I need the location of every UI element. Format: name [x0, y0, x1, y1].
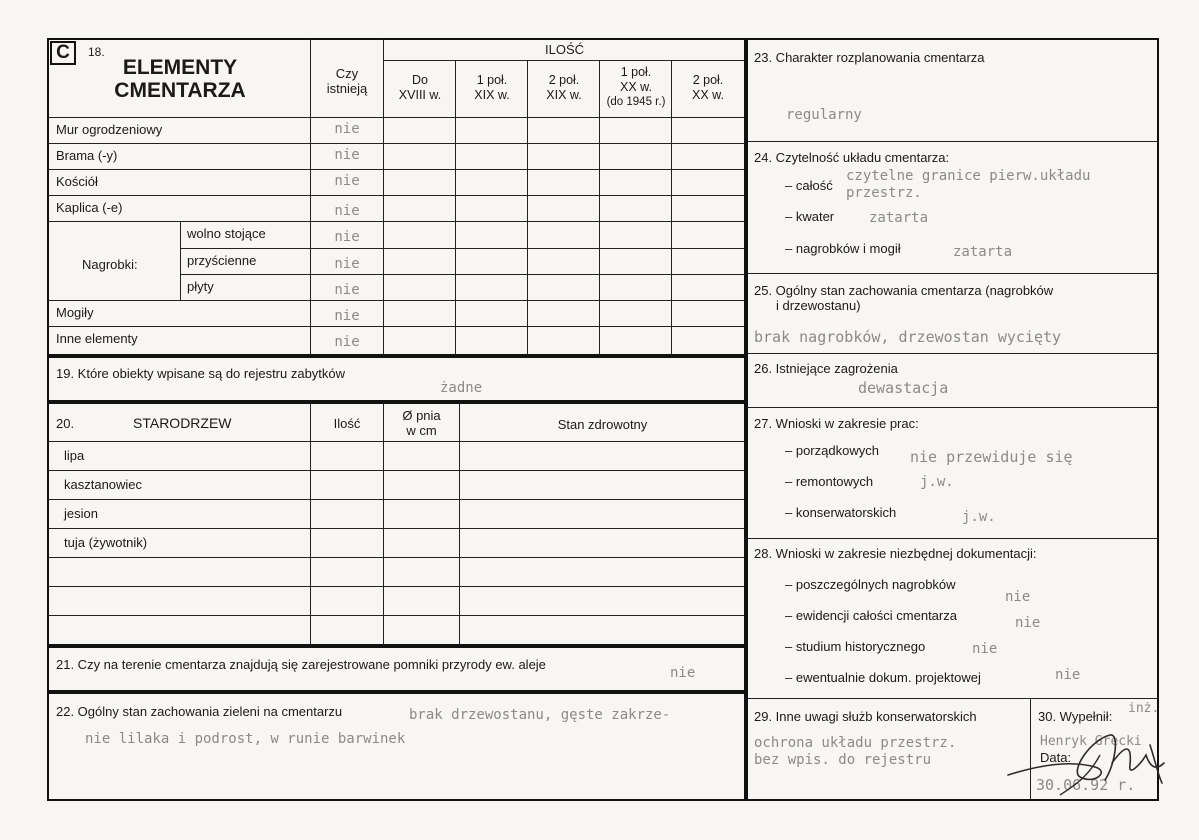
q25-answer: brak nagrobków, drzewostan wycięty: [754, 328, 1062, 346]
element-row-value: nie: [334, 147, 360, 163]
element-row-label: przyścienne: [187, 253, 257, 268]
element-row-label: Mogiły: [56, 305, 94, 320]
period-col-line1: Do: [412, 73, 428, 87]
period-col-line2: XIX w.: [474, 88, 510, 102]
element-row-label: Inne elementy: [56, 331, 138, 346]
q29-answer-line2: bez wpis. do rejestru: [754, 752, 932, 768]
tree-row-label: lipa: [64, 448, 85, 463]
element-row-label: Mur ogrodzeniowy: [56, 122, 163, 137]
element-row-value: nie: [334, 334, 360, 350]
period-col-line2: XIX w.: [546, 88, 582, 102]
q28-item-answer: nie: [1005, 589, 1031, 605]
q29-label: 29. Inne uwagi służb konserwatorskich: [754, 709, 977, 724]
section-letter-badge: C: [50, 41, 76, 65]
q30-name-prefix: inż.: [1128, 701, 1160, 716]
signature: [1000, 705, 1190, 800]
period-col-line1: 1 poł.: [620, 65, 652, 79]
q24-whole-answer-line2: przestrz.: [846, 185, 922, 201]
trees-title: STARODRZEW: [133, 415, 232, 431]
q22-answer-line1: brak drzewostanu, gęste zakrze-: [409, 707, 671, 723]
q27-conserv-label: – konserwatorskich: [785, 505, 897, 520]
period-col-line1: 2 poł.: [548, 73, 580, 87]
period-col-line2: XVIII w.: [398, 88, 442, 102]
q19-answer: żadne: [440, 380, 483, 396]
q19-label: 19. Które obiekty wpisane są do rejestru zabytków: [56, 366, 346, 381]
trees-table: [47, 402, 746, 646]
period-col-header: [384, 73, 456, 103]
q23-answer: regularny: [786, 107, 862, 123]
tree-row-label: jesion: [64, 506, 98, 521]
elements-title: [95, 56, 265, 102]
trees-col-qty: Ilość: [333, 416, 361, 431]
q26-answer: dewastacja: [858, 379, 949, 397]
q30-name: Henryk Grecki: [1040, 734, 1142, 749]
period-col-header: [600, 65, 672, 110]
element-row-value: nie: [334, 173, 360, 189]
q29-answer-line1: ochrona układu przestrz.: [754, 735, 957, 751]
trees-number: 20.: [56, 416, 75, 431]
col-exists-line2: istnieją: [326, 81, 368, 96]
q28-item-label: – ewentualnie dokum. projektowej: [785, 670, 981, 685]
period-col-header: [672, 73, 744, 103]
q24-whole-answer-line1: czytelne granice pierw.układu: [846, 168, 1091, 184]
element-row-label: Brama (-y): [56, 148, 118, 163]
q25-label-line1: 25. Ogólny stan zachowania cmentarza (nagrobków: [754, 283, 1054, 298]
trees-col-diameter: [384, 408, 459, 438]
q23-label: 23. Charakter rozplanowania cmentarza: [754, 50, 985, 65]
col-exists-line1: Czy: [335, 66, 359, 81]
element-row-value: nie: [334, 203, 360, 219]
trees-col-health: Stan zdrowotny: [557, 417, 648, 432]
col-exists-header: [311, 66, 383, 96]
q30-date: 30.06.92 r.: [1036, 776, 1136, 794]
q28-item-answer: nie: [1015, 615, 1041, 631]
q25-label-line2: i drzewostanu): [776, 298, 861, 313]
q27-order-label: – porządkowych: [785, 443, 879, 458]
q30-label: 30. Wypełnił:: [1038, 709, 1113, 724]
element-row-value: nie: [334, 229, 360, 245]
period-col-line2: XX w.: [620, 80, 652, 94]
element-row-value: nie: [334, 282, 360, 298]
elements-title-line2: CMENTARZA: [114, 79, 246, 102]
q27-repair-answer: j.w.: [920, 474, 954, 490]
period-col-line3: (do 1945 r.): [606, 96, 666, 108]
q24-graves-answer: zatarta: [953, 244, 1013, 260]
col-quantity-header: ILOŚĆ: [544, 42, 584, 57]
q28-item-label: – poszczególnych nagrobków: [785, 577, 956, 592]
tree-row-label: kasztanowiec: [64, 477, 143, 492]
period-col-header: [528, 73, 600, 103]
q24-graves-label: – nagrobków i mogił: [785, 241, 901, 256]
element-row-label: wolno stojące: [187, 226, 266, 241]
element-row-value: nie: [334, 121, 360, 137]
trees-col-diameter-line1: Ø pnia: [402, 408, 441, 423]
q27-repair-label: – remontowych: [785, 474, 874, 489]
q24-quarters-answer: zatarta: [869, 210, 929, 226]
period-col-line2: XX w.: [692, 88, 724, 102]
q27-order-answer: nie przewiduje się: [910, 448, 1073, 466]
q22-answer-line2: nie lilaka i podrost, w runie barwinek: [85, 731, 406, 747]
q28-label: 28. Wnioski w zakresie niezbędnej dokumentacji:: [754, 546, 1037, 561]
q30-date-label: Data:: [1040, 750, 1072, 765]
elements-title-line1: ELEMENTY: [122, 56, 238, 79]
period-col-line1: 1 poł.: [476, 73, 508, 87]
q21-answer: nie: [670, 665, 696, 681]
elements-number: 18.: [88, 45, 105, 59]
element-row-value: nie: [334, 308, 360, 324]
q26-label: 26. Istniejące zagrożenia: [754, 361, 898, 376]
tree-row-label: tuja (żywotnik): [64, 535, 148, 550]
q24-label: 24. Czytelność układu cmentarza:: [754, 150, 950, 165]
q27-label: 27. Wnioski w zakresie prac:: [754, 416, 919, 431]
q22-label: 22. Ogólny stan zachowania zieleni na cmentarzu: [56, 704, 343, 719]
trees-col-diameter-line2: w cm: [406, 423, 437, 438]
period-col-header: [456, 73, 528, 103]
q21-label: 21. Czy na terenie cmentarza znajdują się zarejestrowane pomniki przyrody ew. aleje: [56, 657, 546, 672]
q28-item-answer: nie: [1055, 667, 1081, 683]
element-row-label: płyty: [187, 279, 214, 294]
period-col-line1: 2 poł.: [692, 73, 724, 87]
gravestones-group-label: Nagrobki:: [82, 257, 138, 272]
element-row-label: Kościół: [56, 174, 98, 189]
element-row-label: Kaplica (-e): [56, 200, 123, 215]
q24-quarters-label: – kwater: [785, 209, 835, 224]
q28-item-label: – studium historycznego: [785, 639, 926, 654]
element-row-value: nie: [334, 256, 360, 272]
q27-conserv-answer: j.w.: [962, 509, 996, 525]
q28-item-label: – ewidencji całości cmentarza: [785, 608, 957, 623]
q28-item-answer: nie: [972, 641, 998, 657]
q24-whole-label: – całość: [785, 178, 833, 193]
